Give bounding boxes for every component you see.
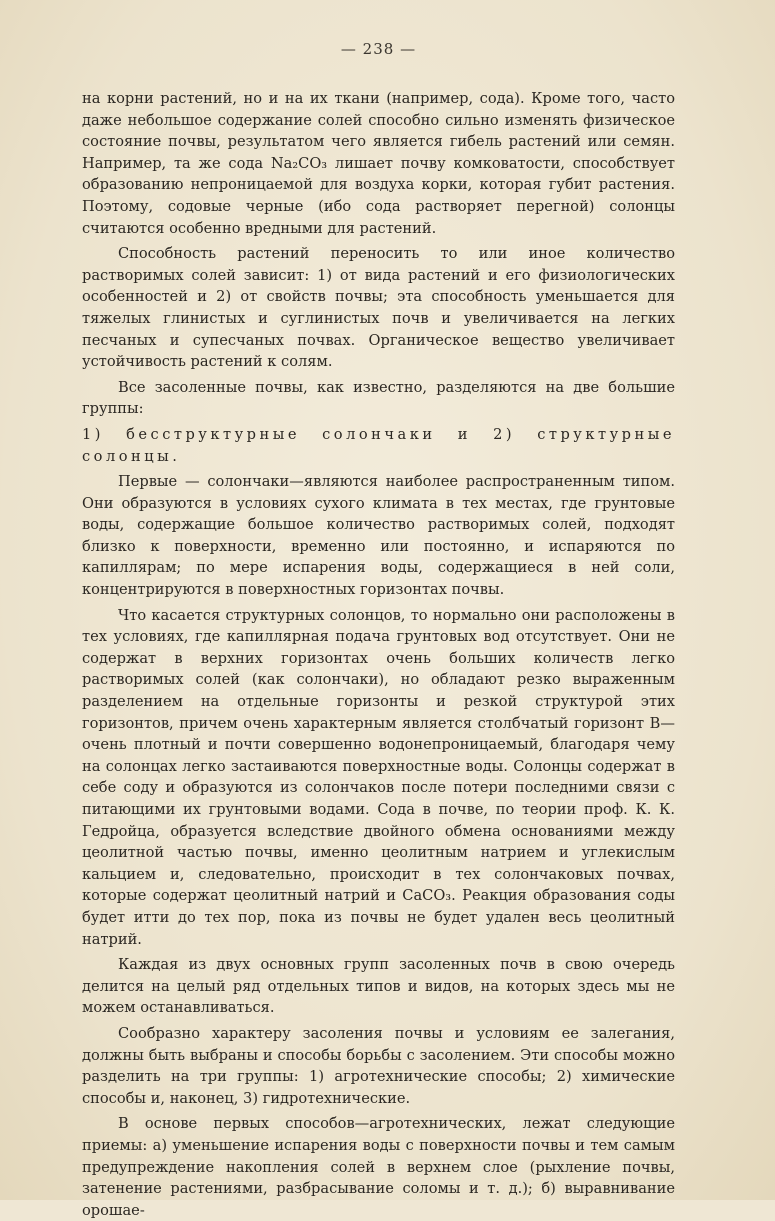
paragraph-soil-groups: Все засоленные почвы, как известно, разделяются на две большие группы: xyxy=(82,378,675,418)
paragraph-subtypes: Каждая из двух основных групп засоленных почв в свою очередь делится на целый ряд отдельных типов и видов, на которых здесь мы не можем останавливаться. xyxy=(82,956,675,1017)
paragraph-control-methods: Сообразно характеру засоления почвы и условиям ее залегания, должны быть выбраны и способы борьбы с засолением. Эти способы можно разделить на три группы: 1) агротехнические способы; 2) химические способы и, наконец, 3) гидротехнические. xyxy=(82,1024,675,1107)
paragraph-continuation: на корни растений, но и на их ткани (например, сода). Кроме того, часто даже небольшое содержание солей способно сильно изменять физическое состояние почвы, результатом чего является гибель растений или семян. Например, та же сода Na₂CO₃ лишает почву комковатости, способствует образованию непроницаемой для воздуха корки, которая губит растения. Поэтому, содовые черные (ибо сода растворяет перегной) солонцы считаются особенно вредными для растений. xyxy=(82,90,675,237)
paragraph-group-list: 1) бесструктурные солончаки и 2) структурные солонцы. xyxy=(82,425,675,465)
paragraph-salt-tolerance: Способность растений переносить то или иное количество растворимых солей зависит: 1) от вида растений и его физиологических особенностей и 2) от свойств почвы; эта способность уменьшается для тяжелых глинистых и суглинистых почв и увеличивается на легких песчаных и супесчаных почвах. Органическое вещество увеличивает устойчивость растений к солям. xyxy=(82,245,675,371)
paragraph-solonetz: Что касается структурных солонцов, то нормально они расположены в тех условиях, где капиллярная подача грунтовых вод отсутствует. Они не содержат в верхних горизонтах очень больших количеств легко растворимых солей (как солончаки), но обладают резко выраженным разделением на отдельные горизонты и резкой структурой этих горизонтов, причем очень характерным является столбчатый горизонт B—очень плотный и почти совершенно водонепроницаемый, благодаря чему на солонцах легко застаиваются поверхностные воды. Солонцы содержат в себе соду и образуются из солончаков после потери последними связи с питающими их грунтовыми водами. Сода в почве, по теории проф. К. К. Гедройца, образуется вследствие двойного обмена основаниями между цеолитной частью почвы, именно цеолитным натрием и углекислым кальцием и, следовательно, происходит в тех солончаковых почвах, которые содержат цеолитный натрий и CaCO₃. Реакция образования соды будет итти до тех пор, пока из почвы не будет удален весь цеолитный натрий. xyxy=(82,606,675,948)
paragraph-solonchaks: Первые — солончаки—являются наиболее распространенным типом. Они образуются в условиях сухого климата в тех местах, где грунтовые воды, содержащие большое количество растворимых солей, подходят близко к поверхности, временно или постоянно, и испаряются по капиллярам; по мере испарения воды, содержащиеся в ней соли, концентрируются в поверхностных горизонтах почвы. xyxy=(82,473,675,599)
paragraph-agrotechnical: В основе первых способов—агротехнических, лежат следующие приемы: а) уменьшение испарения воды с поверхности почвы и тем самым предупреждение накопления солей в верхнем слое (рыхление почвы, затенение растениями, разбрасывание соломы и т. д.); б) выравнивание орошае- xyxy=(82,1115,675,1219)
page-number: — 238 — xyxy=(340,40,417,58)
body-text xyxy=(82,88,675,1221)
